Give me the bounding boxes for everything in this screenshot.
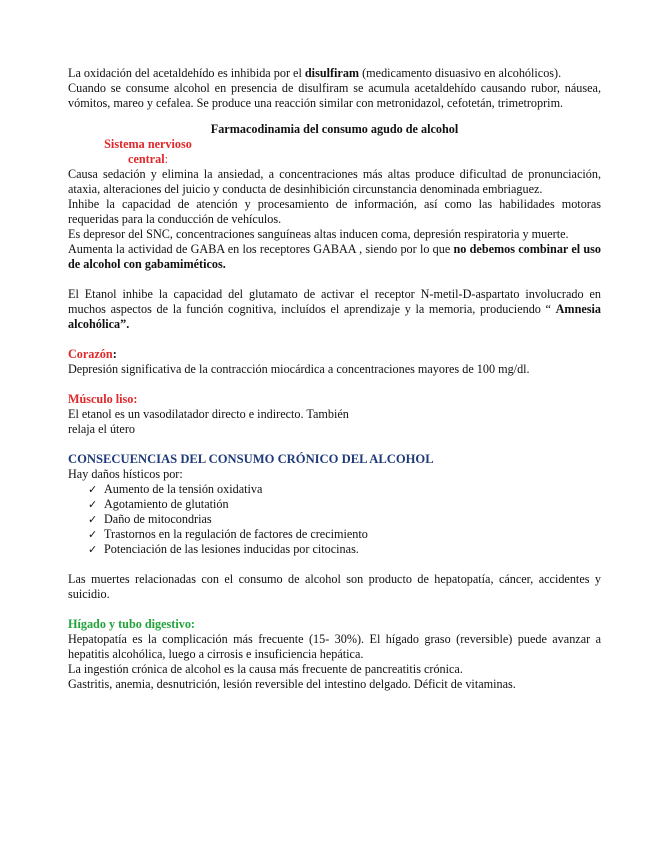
musculo-line1: El etanol es un vasodilatador directo e indirecto. También xyxy=(68,407,349,421)
cronico-heading: CONSECUENCIAS DEL CONSUMO CRÓNICO DEL ALCOHOL xyxy=(68,452,434,466)
damage-list xyxy=(68,482,601,557)
cronico-intro: Hay daños hísticos por: xyxy=(68,467,183,481)
check-icon: ✓ xyxy=(88,498,98,511)
list-item: ✓ Aumento de la tensión oxidativa xyxy=(88,482,263,496)
higado-pancreatitis: La ingestión crónica de alcohol es la causa más frecuente de pancreatitis crónica. xyxy=(68,662,463,676)
snc-sedation: Causa sedación y elimina la ansiedad, a concentraciones más altas produce dificultad de pronunciación, ataxia, alteraciones del juicio y conducta de desinhibición circunstancia denominada embriaguez. xyxy=(68,167,601,196)
higado-hepatopatia: Hepatopatía es la complicación más frecuente (15- 30%). El hígado graso (reversible) puede avanzar a hepatitis alcohólica, luego a cirrosis e insuficiencia hepática. xyxy=(68,632,601,661)
check-icon: ✓ xyxy=(88,513,98,526)
list-item: ✓ Trastornos en la regulación de factores de crecimiento xyxy=(88,527,368,541)
musculo-line2: relaja el útero xyxy=(68,422,135,436)
corazon-text: Depresión significativa de la contracción miocárdica a concentraciones mayores de 100 mg/dl. xyxy=(68,362,530,376)
document-page xyxy=(68,66,601,692)
snc-gaba: Aumenta la actividad de GABA en los receptores GABAA , siendo por lo que no debemos combinar el uso de alcohol con gabamiméticos. xyxy=(68,242,602,271)
check-icon: ✓ xyxy=(88,483,98,496)
list-item: ✓ Daño de mitocondrias xyxy=(88,512,212,526)
higado-heading: Hígado y tubo digestivo: xyxy=(68,617,195,631)
check-icon: ✓ xyxy=(88,528,98,541)
list-item: ✓ Potenciación de las lesiones inducidas por citocinas. xyxy=(88,542,359,556)
musculo-heading: Músculo liso: xyxy=(68,392,138,406)
intro-reaction: Cuando se consume alcohol en presencia de disulfiram se acumula acetaldehído causando rubor, náusea, vómitos, mareo y cefalea. Se produce una reacción similar con metronidazol, cefotetán, trimetroprim. xyxy=(68,81,601,110)
higado-gastritis: Gastritis, anemia, desnutrición, lesión reversible del intestino delgado. Déficit de vitaminas. xyxy=(68,677,516,691)
snc-glutamate: El Etanol inhibe la capacidad del glutamato de activar el receptor N-metil-D-aspartato involucrado en muchos aspectos de la función cognitiva, incluídos el aprendizaje y la memoria, produciendo “ Amnesia alcohólica”. xyxy=(68,287,601,331)
list-item: ✓ Agotamiento de glutatión xyxy=(88,497,229,511)
muertes-text: Las muertes relacionadas con el consumo de alcohol son producto de hepatopatía, cáncer, accidentes y suicidio. xyxy=(68,572,601,601)
snc-heading: Sistema nervioso central: xyxy=(104,137,192,166)
snc-attention: Inhibe la capacidad de atención y procesamiento de información, así como las habilidades motoras requeridas para la conducción de vehículos. xyxy=(68,197,601,226)
section-title: Farmacodinamia del consumo agudo de alcohol xyxy=(210,122,459,136)
disulfiram-term: disulfiram xyxy=(304,66,360,80)
snc-depressant: Es depresor del SNC, concentraciones sanguíneas altas inducen coma, depresión respiratoria y muerte. xyxy=(68,227,569,241)
check-icon: ✓ xyxy=(88,543,98,556)
intro-disulfiram: La oxidación del acetaldehído es inhibida por el disulfiram (medicamento disuasivo en alcohólicos). xyxy=(68,66,562,80)
corazon-heading: Corazón: xyxy=(68,347,117,361)
